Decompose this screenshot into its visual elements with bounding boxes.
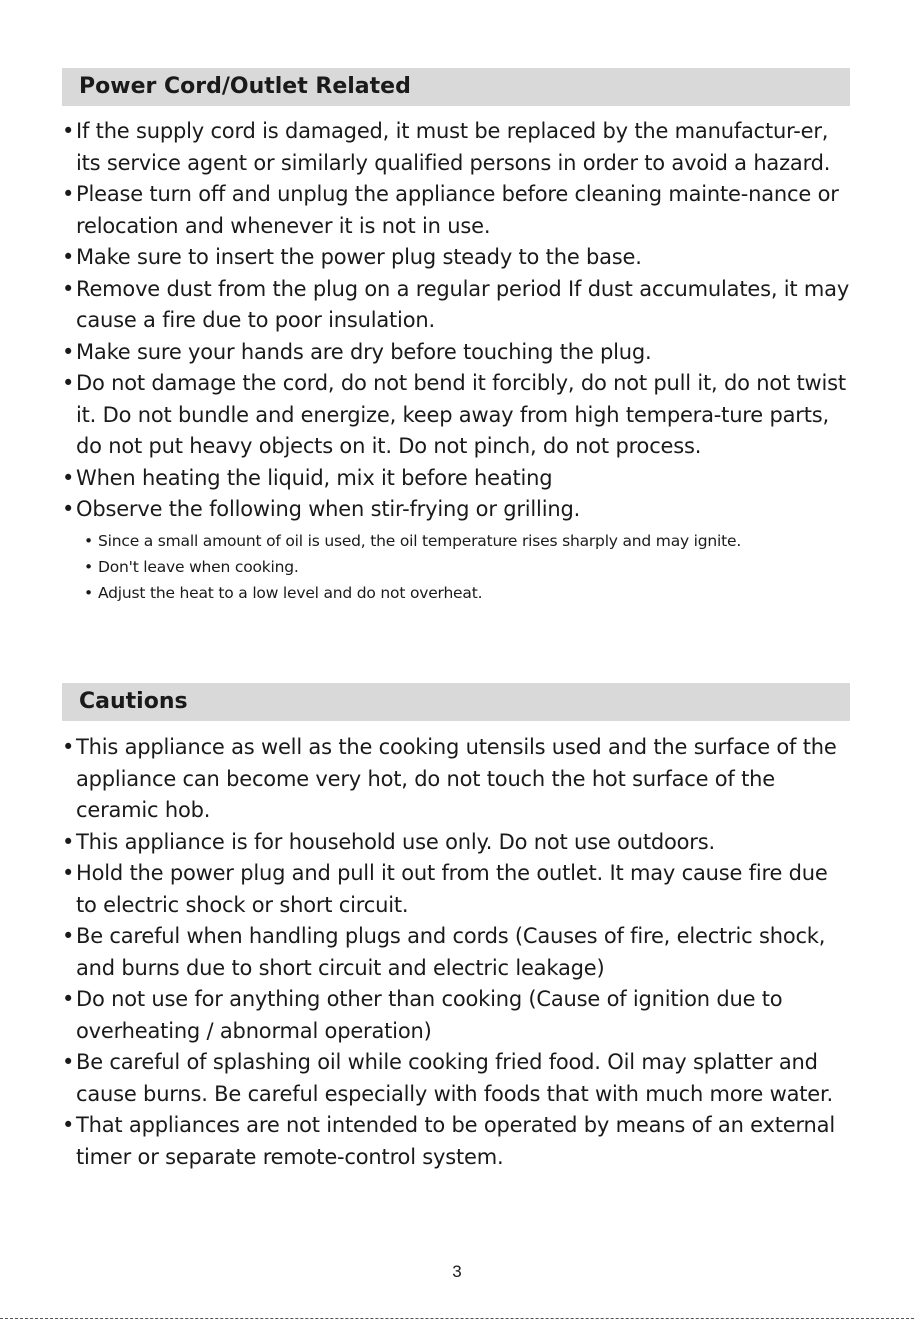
list-item: • Do not damage the cord, do not bend it forcibly, do not pull it, do not twist it. Do not bundle and energize, keep away from high tempera-ture parts, do not put heavy objects on it. Do not pinch, do not process. (62, 368, 852, 463)
list-item: • Do not use for anything other than cooking (Cause of ignition due to overheating / abnormal operation) (62, 984, 852, 1047)
stir-fry-sublist (76, 528, 852, 606)
list-item: • Hold the power plug and pull it out from the outlet. It may cause fire due to electric shock or short circuit. (62, 858, 852, 921)
sub-list-item: • Adjust the heat to a low level and do not overheat. (80, 580, 852, 606)
list-item (62, 494, 852, 606)
list-item: • This appliance is for household use only. Do not use outdoors. (62, 827, 852, 859)
list-item: • When heating the liquid, mix it before heating (62, 463, 852, 495)
list-item: • Make sure your hands are dry before touching the plug. (62, 337, 852, 369)
list-item: • Be careful of splashing oil while cooking fried food. Oil may splatter and cause burns. Be careful especially with foods that with much more water. (62, 1047, 852, 1110)
power-cord-list (62, 116, 852, 610)
list-item: • Remove dust from the plug on a regular period If dust accumulates, it may cause a fire due to poor insulation. (62, 274, 852, 337)
page-number: 3 (452, 1262, 462, 1281)
list-item: • Please turn off and unplug the appliance before cleaning mainte-nance or relocation and whenever it is not in use. (62, 179, 852, 242)
list-item: • If the supply cord is damaged, it must be replaced by the manufactur-er, its service agent or similarly qualified persons in order to avoid a hazard. (62, 116, 852, 179)
cautions-list (62, 732, 852, 1173)
section-heading-cautions: Cautions (62, 683, 850, 721)
sub-list-item: • Don't leave when cooking. (80, 554, 852, 580)
list-item: • Be careful when handling plugs and cords (Causes of fire, electric shock, and burns due to short circuit and electric leakage) (62, 921, 852, 984)
list-item: • This appliance as well as the cooking utensils used and the surface of the appliance can become very hot, do not touch the hot surface of the ceramic hob. (62, 732, 852, 827)
list-item-text: Observe the following when stir-frying or grilling. (76, 497, 581, 521)
section-heading-power-cord: Power Cord/Outlet Related (62, 68, 850, 106)
list-item: • That appliances are not intended to be operated by means of an external timer or separate remote-control system. (62, 1110, 852, 1173)
bottom-divider (0, 1318, 914, 1319)
sub-list-item: • Since a small amount of oil is used, the oil temperature rises sharply and may ignite. (80, 528, 852, 554)
list-item: • Make sure to insert the power plug steady to the base. (62, 242, 852, 274)
